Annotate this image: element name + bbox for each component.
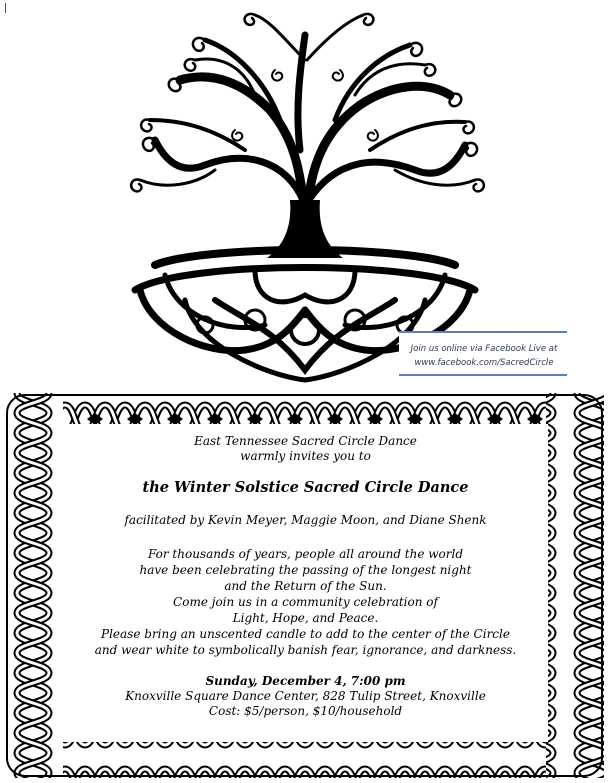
description-line: Please bring an unscented candle to add to the center of the Circle	[101, 627, 510, 641]
callout-line-1: Join us online via Facebook Live at	[410, 344, 558, 354]
facebook-live-callout	[399, 331, 567, 376]
facebook-url[interactable]: www.facebook.com/SacredCircle	[414, 358, 554, 368]
event-date-time: Sunday, December 4, 7:00 pm	[205, 674, 406, 688]
event-title: the Winter Solstice Sacred Circle Dance	[142, 479, 469, 496]
event-location: Knoxville Square Dance Center, 828 Tulip Street, Knoxville	[125, 689, 486, 703]
event-description	[63, 546, 548, 658]
facilitators-line: facilitated by Kevin Meyer, Maggie Moon, and Diane Shenk	[124, 513, 487, 527]
text-cursor	[5, 3, 6, 13]
description-line: Light, Hope, and Peace.	[232, 611, 379, 625]
invitation-text-panel	[63, 424, 548, 742]
description-line: and wear white to symbolically banish fear, ignorance, and darkness.	[94, 643, 517, 657]
description-line: For thousands of years, people all around the world	[147, 547, 464, 561]
event-cost: Cost: $5/person, $10/household	[208, 704, 403, 718]
tree-of-life-image	[95, 0, 515, 385]
description-line: and the Return of the Sun.	[224, 579, 387, 593]
invitation-line: warmly invites you to	[240, 449, 371, 463]
organizer-name: East Tennessee Sacred Circle Dance	[194, 434, 417, 448]
description-line: have been celebrating the passing of the longest night	[139, 563, 472, 577]
description-line: Come join us in a community celebration of	[173, 595, 438, 609]
